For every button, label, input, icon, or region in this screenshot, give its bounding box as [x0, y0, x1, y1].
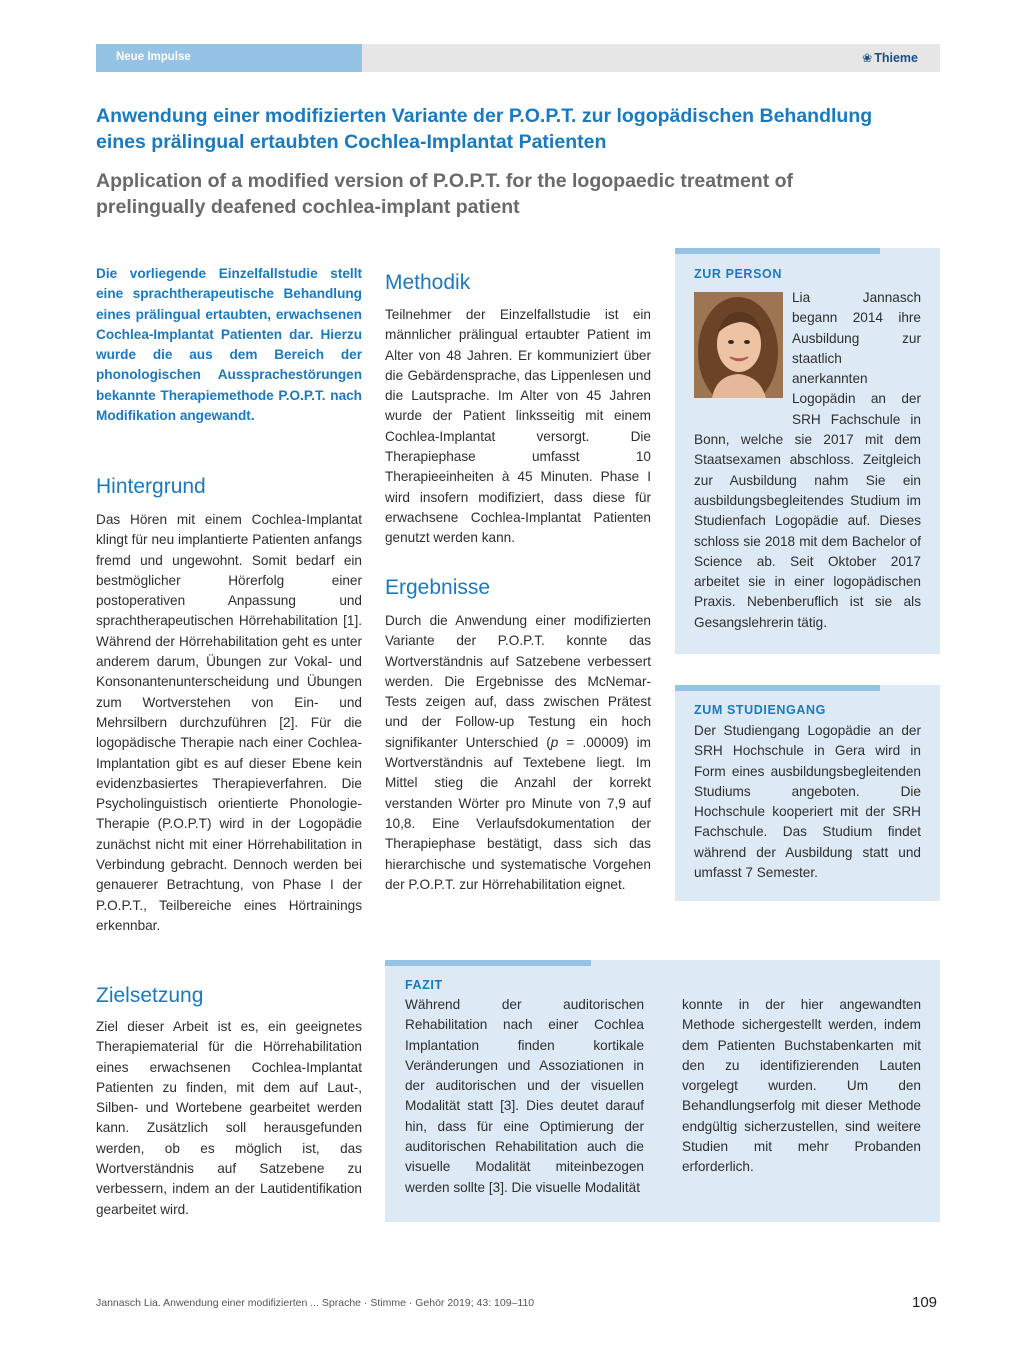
zur-person-heading: ZUR PERSON — [694, 267, 782, 281]
p-symbol: p — [550, 734, 559, 750]
zum-studiengang-box — [675, 685, 940, 901]
section-label: Neue Impulse — [116, 51, 191, 63]
section-label-bar — [96, 44, 362, 72]
fazit-text-col2: konnte in der hier angewandten Methode sichergestellt werden, indem dem Patienten Buchstabenkarten mit den zu identifizierenden Lauten vorgelegt wurden. Um den Behandlungserfolg mit dieser Methode endgültig sicherzustellen, sind weitere Studien mit mehr Probanden erforderlich. — [682, 997, 921, 1175]
zur-person-body: Lia Jannasch begann 2014 ihre Ausbildung zur staatlich anerkannten Logopädin an der SRH Fachschule in Bonn, welche sie 2017 mit dem Staatsexamen abschloss. Zeitgleich zur Ausbildung nahm Sie ein ausbildungsbegleitendes Studium im Studienfach Logopädie auf. Dieses schloss sie 2018 mit dem Bachelor of Science ab. Seit Oktober 2017 arbeitet sie in einer logopädischen Praxis. Nebenberuflich ist sie als Gesangslehrerin tätig. — [694, 290, 921, 630]
citation-footer: Jannasch Lia. Anwendung einer modifizierten ... Sprache · Stimme · Gehör 2019; 43: 109–110 — [96, 1297, 535, 1309]
text-ergebnisse — [385, 611, 651, 895]
p-value: = .00009 — [558, 734, 625, 750]
photo-float-spacer — [694, 288, 792, 410]
text-zielsetzung: Ziel dieser Arbeit ist es, ein geeignetes Therapiematerial für die Hörrehabilitation eines erwachsenen Cochlea-Implantat Patienten zu finden, mit dem auf Laut-, Silben- und Wortebene gearbeitet werden kann. Zusätzlich soll herausgefunden werden, ob es möglich ist, das Wortverständnis auf Satzebene zu verbessern, indem an der Lautidentifikation gearbeitet wird. — [96, 1019, 362, 1217]
text-hintergrund: Das Hören mit einem Cochlea-Implantat klingt für neu implantierte Patienten anfangs fremd und ungewohnt. Somit bedarf ein bestmöglicher Hörerfolg einer postoperativen Anpassung und sprachtherapeutischen Hörrehabilitation [1]. Während der Hörrehabilitation geht es unter anderem darum, Übungen zur Vokal- und Konsonantenunterscheidung und Übungen zum Wortverstehen von Ein- und Mehrsilbern durchzuführen [2]. Für die logopädische Therapie nach einer Cochlea-Implantation gibt es auf dieser Ebene kein evidenzbasiertes Therapieverfahren. Die Psycholinguistisch orientierte Phonologie-Therapie (P.O.P.T) wird in der Logopädie zunächst nicht mit einer Hörrehabilitation in Verbindung gebracht. Dennoch werden bei genauerer Betrachtung, von Phase I der P.O.P.T., Teilbereiche eines Hörtrainings erkennbar. — [96, 512, 362, 933]
page-number: 109 — [912, 1294, 938, 1311]
ergebnisse-text-before: Durch die Anwendung einer modifizierten Variante der P.O.P.T. konnte das Wortverständnis auf Satzebene verbessert werden. Die Ergebnisse des McNemar-Tests zeigen auf, dass zwischen Prätest und der Follow-up Testung ein hoch signifikanter Unterschied ( — [385, 613, 651, 750]
heading-hintergrund: Hintergrund — [96, 475, 206, 498]
fazit-box — [385, 960, 940, 1222]
fazit-text-col1: Während der auditorischen Rehabilitation nach einer Cochlea Implantation finden kortikale Veränderungen und Assoziationen in der auditorischen und der visuellen Modalität statt [3]. Dies deutet darauf hin, dass für eine Optimierung der auditorischen Rehabilitation auch die visuelle Modalität miteinbezogen werden sollte [3]. Die visuelle Modalität — [405, 997, 644, 1195]
box-accent-bar — [385, 960, 591, 966]
title-en-line-1: Application of a modified version of P.O.P.T. for the logopaedic treatment of — [96, 170, 794, 192]
title-en-line-2: prelingually deafened cochlea-implant patient — [96, 196, 520, 218]
heading-zielsetzung: Zielsetzung — [96, 984, 204, 1007]
publisher-name: Thieme — [874, 51, 918, 65]
box-accent-bar — [675, 248, 880, 254]
title-de-line-2: eines prälingual ertaubten Cochlea-Implantat Patienten — [96, 131, 607, 153]
text-methodik: Teilnehmer der Einzelfallstudie ist ein männlicher prälingual ertaubter Patient im Alter von 48 Jahren. Er kommuniziert über die Gebärdensprache, das Lippenlesen und die Lautsprache. Im Alter von 45 Jahren wurde der Patient linksseitig mit einem Cochlea-Implantat versorgt. Die Therapiephase umfasst 10 Therapieeinheiten à 45 Minuten. Phase I wird insofern modifiziert, dass diese für erwachsene Cochlea-Implantat Patienten genutzt werden kann. — [385, 307, 651, 546]
lead-paragraph: Die vorliegende Einzelfallstudie stellt eine sprachtherapeutische Behandlung eines prälingual ertaubten, erwachsenen Cochlea-Implantat Patienten dar. Hierzu wurde die aus dem Bereich der phonologischen Aussprachestörungen bekannte Therapiemethode P.O.P.T. nach Modifikation angewandt. — [96, 266, 362, 424]
box-accent-bar — [675, 685, 880, 691]
article-title-german — [96, 103, 946, 155]
heading-ergebnisse: Ergebnisse — [385, 576, 491, 599]
ergebnisse-text-after: ) im Wortverständnis auf Textebene liegt. Im Mittel stieg die Anzahl der korrekt verstanden Wörter pro Minute von 7,9 auf 10,8. Eine Verlaufsdokumentation der Therapiephase bestätigt, dass sich das hierarchische und systematische Vorgehen der P.O.P.T. zur Hörrehabilitation eignet. — [385, 734, 652, 892]
article-title-english — [96, 168, 946, 220]
fazit-heading: FAZIT — [405, 978, 443, 992]
header-bar — [362, 44, 940, 72]
thieme-logo-icon: ❀ — [862, 51, 873, 65]
zum-studiengang-text: Der Studiengang Logopädie an der SRH Hochschule in Gera wird in Form eines ausbildungsbegleitenden Studiums angeboten. Die Hochschule kooperiert mit der SRH Fachschule. Das Studium findet während der Ausbildung statt und umfasst 7 Semester. — [694, 723, 921, 881]
zum-studiengang-heading: ZUM STUDIENGANG — [694, 703, 826, 717]
zur-person-text — [694, 288, 921, 633]
title-de-line-1: Anwendung einer modifizierten Variante der P.O.P.T. zur logopädischen Behandlung — [96, 105, 873, 127]
heading-methodik: Methodik — [385, 271, 471, 294]
publisher-logo — [862, 51, 918, 65]
